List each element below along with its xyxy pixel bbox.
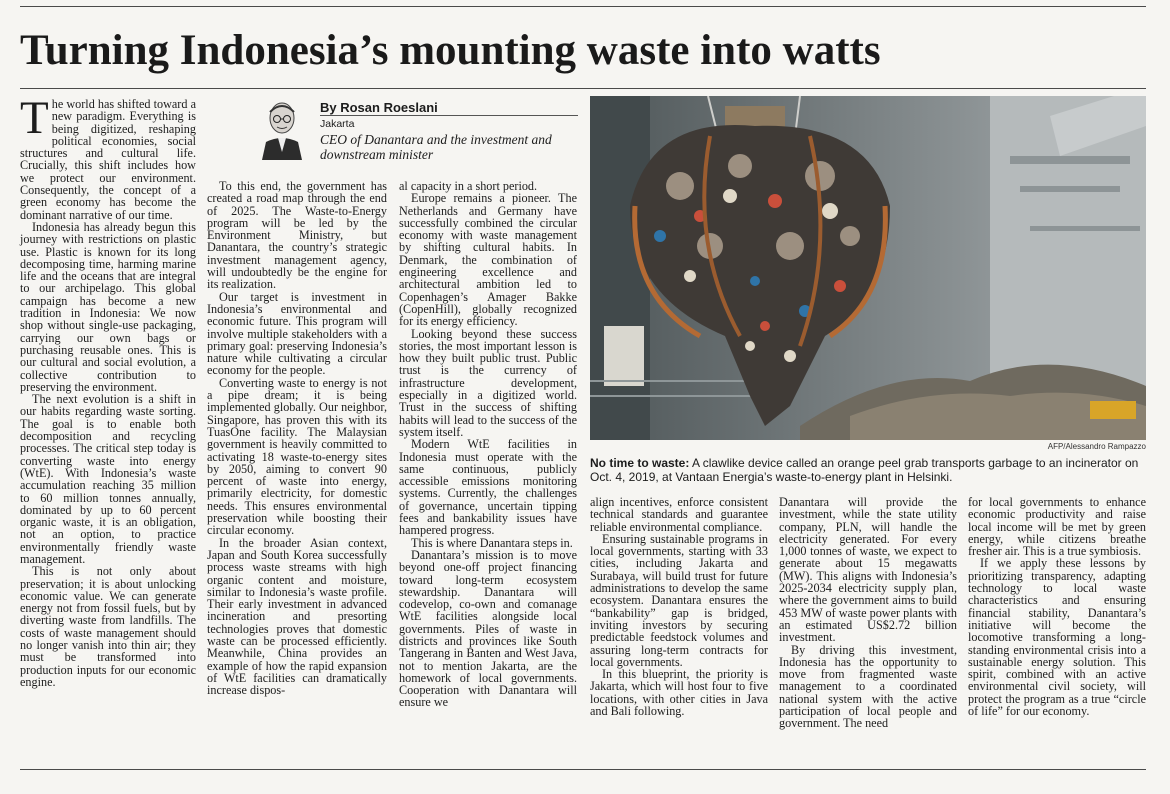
- photo-credit: AFP/Alessandro Rampazzo: [1047, 442, 1146, 451]
- paragraph: Danantara’s mission is to move beyond one-off project financing toward long-term ecosystem stewardship. Danantara will codevelop, co-own and comanage WtE facilities alongside local governments. Piles of waste in districts and provinces like South Tangerang in Banten and West Java, not to mention Jakarta, are the homework of local governments. Cooperation with Danantara will ensure we: [399, 547, 577, 710]
- paragraph: If we apply these lessons by prioritizing transparency, adapting technology to local waste characteristics and ensuring financial stability, Danantara’s initiative will become the locomotive transforming a long-standing environmental crisis into a sustainable energy solution. This spirit, combined with an active environmental civil society, will protect the program as a true “circle of life” for our economy.: [968, 556, 1146, 719]
- paragraph: Europe remains a pioneer. The Netherlands and Germany have successfully combined the circular economy with waste management by shifting cultural habits. In Denmark, the combination of engineering excellence and architectural ambition led to Copenhagen’s Amager Bakke (CopenHill), globally recognized for its energy efficiency.: [399, 191, 577, 329]
- article-column-6: [968, 496, 1146, 717]
- photo-caption: [590, 456, 1146, 484]
- caption-text: A clawlike device called an orange peel grab transports garbage to an incinerator on Oct. 4, 2019, at Vantaan Energia’s waste-to-energy plant in Helsinki.: [590, 456, 1139, 484]
- top-rule: [20, 6, 1146, 7]
- article-column-1: [20, 92, 196, 689]
- author-location: Jakarta: [320, 118, 355, 130]
- author-role: CEO of Danantara and the investment and downstream minister: [320, 132, 552, 162]
- article-column-5: [779, 496, 957, 730]
- paragraph: The world has shifted toward a new paradigm. Everything is being digitized, reshaping political economies, social structures and cultural life. Crucially, this shift includes how we protect our environment. Consequently, the concept of a green economy has become the dominant narrative of our time.: [20, 92, 196, 222]
- article-column-4: [590, 496, 768, 717]
- paragraph: Converting waste to energy is not a pipe dream; it is being implemented globally. Our neighbor, Singapore, has proven this with its TuasOne facility. The Malaysian government is heavily committed to activating 18 waste-to-energy sites by 2050, aiming to convert 90 percent of waste into energy, primarily electricity, for domestic needs. This ensures environmental preservation while boosting their circular economy.: [207, 375, 387, 538]
- paragraph: By driving this investment, Indonesia has the opportunity to move from fragmented waste management to a coordinated national system with the active participation of local people and government. The need: [779, 642, 957, 731]
- byline: [260, 98, 578, 164]
- headline: Turning Indonesia’s mounting waste into watts: [20, 27, 881, 74]
- article-photo: [590, 96, 1146, 440]
- dropcap: T: [20, 92, 49, 144]
- paragraph: Indonesia has already begun this journey with restrictions on plastic use. Plastic is known for its long decomposing time, harming marine life and the oceans that are integral to our archipelago. This global campaign has become a new tradition in Indonesia: We now shop without single-use packaging, carrying our own bags or purchasing reusable ones. This is our cultural and social evolution, a collective contribution to preserving the environment.: [20, 219, 196, 394]
- paragraph: Danantara will provide the investment, while the state utility company, PLN, will handle the electricity generated. For every 1,000 tonnes of waste, we expect to generate about 15 megawatts (MW). This aligns with Indonesia’s 2025-2034 electricity supply plan, where the government aims to build 453 MW of waste power plants with an estimated US$2.72 billion investment.: [779, 495, 957, 645]
- author-portrait: [260, 98, 304, 160]
- paragraph: In the broader Asian context, Japan and South Korea successfully process waste streams with high organic content and moisture, similar to Indonesia’s waste profile. Their early investment in advanced incineration and presorting technologies proves that domestic waste can be processed efficiently. Meanwhile, China provides an example of how the rapid expansion of WtE facilities can dramatically increase dispos-: [207, 535, 387, 698]
- byline-rule: [320, 115, 578, 116]
- article-column-3: [399, 180, 577, 709]
- headline-rule: [20, 88, 1146, 89]
- paragraph: To this end, the government has created a road map through the end of 2025. The Waste-to-Energy program will be led by the Environment Ministry, but Danantara, the country’s strategic investment management agency, will undoubtedly be the engine for its realization.: [207, 179, 387, 292]
- paragraph: This is not only about preservation; it is about unlocking economic value. We can generate energy not from fossil fuels, but by diverting waste from landfills. The costs of waste management should no longer vanish into thin air; they must be transformed into production inputs for our economic engine.: [20, 564, 196, 689]
- paragraph: Our target is investment in Indonesia’s environmental and economic future. This program will involve multiple stakeholders with a primary goal: preserving Indonesia’s nature while cultivating a circular economy for the people.: [207, 289, 387, 378]
- paragraph: al capacity in a short period.: [399, 179, 538, 193]
- waste-grab-illustration: [590, 96, 1146, 440]
- paragraph: align incentives, enforce consistent technical standards and guarantee reliable environmental compliance.: [590, 495, 768, 534]
- paragraph: for local governments to enhance economic productivity and raise local income will be met by green energy, while citizens breathe fresher air. This is a true symbiosis.: [968, 495, 1146, 559]
- caption-lead: No time to waste:: [590, 456, 690, 470]
- bottom-rule: [20, 769, 1146, 770]
- author-name: By Rosan Roeslani: [320, 100, 438, 115]
- paragraph: In this blueprint, the priority is Jakarta, which will host four to five locations, with other cities in Java and Bali following.: [590, 667, 768, 719]
- paragraph: Modern WtE facilities in Indonesia must operate with the same continuous, publicly accessible emissions monitoring systems. Currently, the challenges of governance, uncertain tipping fees and bankability issues have hampered progress.: [399, 437, 577, 538]
- paragraph: Looking beyond these success stories, the most important lesson is how they built public trust. Public trust is the currency of infrastructure development, especially in a digitized world. Trust in the success of shifting habits will lead to the success of the system itself.: [399, 326, 577, 439]
- paragraph: The next evolution is a shift in our habits regarding waste sorting. The goal is to enable both decomposition and recycling processes. The critical step today is converting waste into energy (WtE). With Indonesia’s waste accumulation reaching 35 million to 60 million tonnes annually, dominated by up to 60 percent organic waste, it is an obligation, not an option, to practice environmentally friendly waste management.: [20, 392, 196, 566]
- paragraph: Ensuring sustainable programs in local governments, starting with 33 cities, including Jakarta and Surabaya, will build trust for future administrations to develop the same ecosystem. Danantara ensures the “bankability” gap is bridged, inviting investors by securing predictable feedstock volumes and assuring long-term contracts for local governments.: [590, 531, 768, 669]
- paragraph: This is where Danantara steps in.: [411, 535, 573, 550]
- article-column-2: [207, 180, 387, 696]
